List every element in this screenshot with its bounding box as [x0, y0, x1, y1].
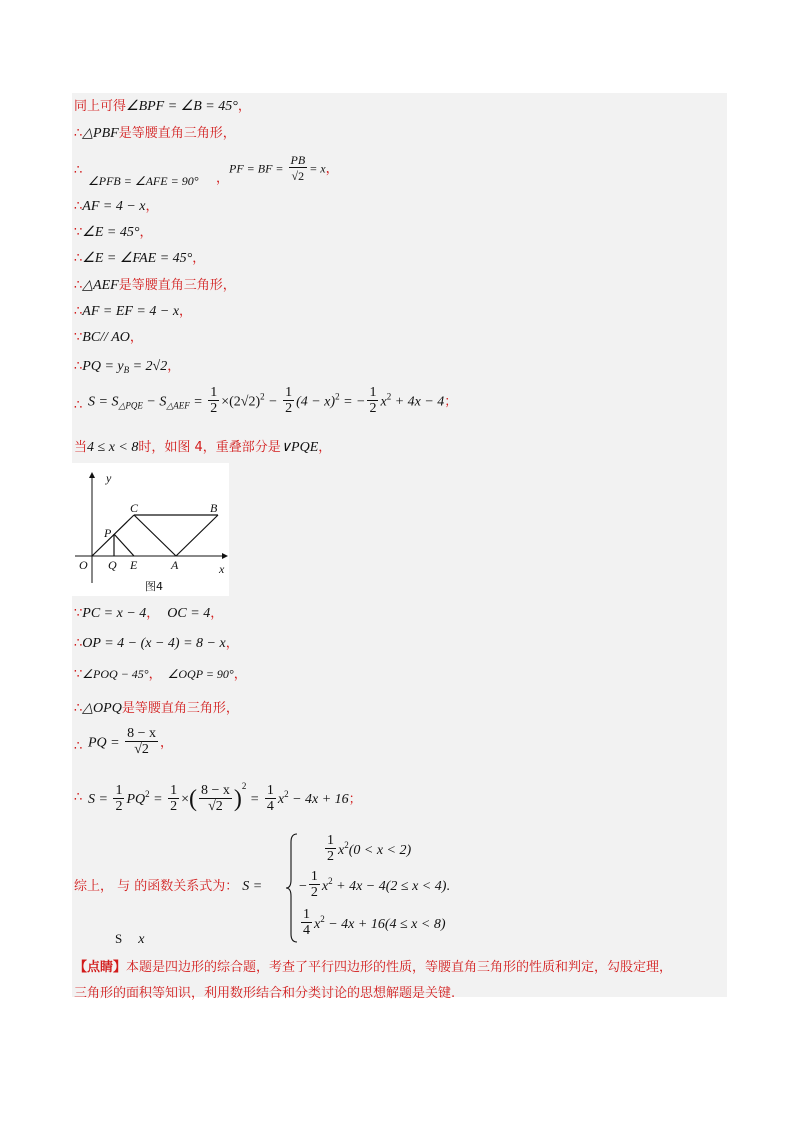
- line-7: [74, 275, 236, 296]
- math: − S: [142, 394, 167, 410]
- label-e: E: [130, 558, 138, 572]
- math: AF = 4 − x: [82, 199, 146, 214]
- math: x: [338, 843, 345, 858]
- superscript: 2: [335, 391, 340, 402]
- math: ∠E = ∠FAE = 45°: [82, 251, 193, 266]
- subscript: △PQE: [118, 400, 143, 411]
- math: PF = BF =: [229, 161, 287, 176]
- denominator: 2: [327, 849, 334, 864]
- line-12: [74, 437, 331, 458]
- fraction: [199, 784, 232, 815]
- punct: .: [446, 879, 450, 894]
- superscript: 2: [241, 781, 247, 791]
- punct: ，: [318, 440, 332, 455]
- math: x: [380, 394, 387, 410]
- therefore-symbol: ∴: [74, 251, 83, 266]
- math: (4 − x): [296, 394, 336, 410]
- math: BC// AO: [82, 330, 130, 345]
- numerator: 1: [266, 782, 274, 798]
- punct: ，: [139, 225, 153, 240]
- line-5: [74, 222, 152, 243]
- denominator: √2: [291, 169, 305, 183]
- math: PC = x − 4: [82, 606, 147, 621]
- superscript: 2: [284, 789, 289, 799]
- therefore-symbol: ∴: [74, 199, 83, 214]
- math: AF = EF = 4 − x: [82, 304, 180, 319]
- segment-ba: [176, 515, 218, 556]
- punct: ；: [348, 792, 362, 807]
- superscript: 2: [386, 391, 392, 402]
- math: = x: [309, 161, 326, 176]
- math: = −: [339, 394, 366, 410]
- math: (4 ≤ x < 8): [384, 917, 446, 932]
- numerator: 1: [210, 385, 218, 400]
- summary-line: [74, 876, 262, 897]
- math: △OPQ: [82, 701, 122, 716]
- fraction: [125, 727, 158, 758]
- line-9: [74, 327, 143, 348]
- punct: ，: [167, 359, 181, 374]
- punct: ，: [145, 199, 159, 214]
- math: OC = 4: [167, 606, 211, 621]
- comment-line-2: [74, 983, 455, 1004]
- punct: ，: [179, 304, 193, 319]
- text: 当: [74, 440, 88, 455]
- therefore-symbol: ∴: [74, 126, 83, 141]
- math: ∠OQP = 90°: [167, 667, 234, 681]
- punct: ，: [210, 606, 224, 621]
- text: 是等腰直角三角形，: [118, 126, 236, 141]
- numerator: 1: [327, 833, 334, 848]
- math: x: [277, 792, 285, 807]
- denominator: 4: [303, 923, 310, 938]
- math: S =: [88, 792, 112, 807]
- numerator: 8 − x: [127, 726, 157, 741]
- math: PQ =: [88, 735, 124, 751]
- comment-line-1: [74, 957, 672, 978]
- math: −: [299, 879, 307, 894]
- line-10: [74, 356, 180, 380]
- area-expression-2: [88, 776, 362, 815]
- math: OP = 4 − (x − 4) = 8 − x: [82, 636, 226, 651]
- fraction: [208, 386, 219, 417]
- text: 同上可得: [74, 99, 127, 114]
- superscript: 2: [328, 876, 333, 886]
- y-axis-arrow: [89, 472, 95, 478]
- subscript: △AEF: [166, 400, 190, 411]
- line-14: [74, 633, 239, 654]
- math: x: [138, 932, 145, 947]
- text: 是等腰直角三角形，: [118, 278, 236, 293]
- brace-icon: [285, 832, 299, 944]
- denominator: 2: [310, 885, 318, 900]
- therefore-symbol: ∴: [74, 163, 83, 178]
- math: S =: [242, 879, 263, 894]
- math: x: [321, 879, 329, 894]
- x-axis-arrow: [222, 553, 228, 559]
- math: =: [246, 792, 263, 807]
- paren-left: (: [188, 786, 197, 812]
- subscript: B: [123, 365, 130, 375]
- segment-ca: [134, 515, 176, 556]
- math: 4 ≤ x < 8: [87, 440, 139, 455]
- math: ∠PFB = ∠AFE = 90°: [88, 174, 199, 188]
- therefore-symbol: ∴: [74, 790, 83, 805]
- math: =: [189, 394, 207, 410]
- numerator: 1: [310, 869, 318, 884]
- numerator: 8 − x: [200, 782, 230, 798]
- punct: ，: [225, 636, 239, 651]
- numerator: 1: [285, 385, 293, 400]
- math: ×(2√2): [221, 394, 261, 410]
- pf-bf-expression: [229, 153, 339, 184]
- math: PQ = y: [82, 359, 124, 374]
- therefore-symbol: ∴: [74, 359, 83, 374]
- fraction: [113, 784, 124, 815]
- line-13: [74, 603, 223, 624]
- math: − 4x + 16: [288, 792, 349, 807]
- line-16: [74, 698, 239, 719]
- superscript: 2: [344, 840, 349, 850]
- punct: ，: [237, 99, 251, 114]
- punct: ，: [146, 606, 160, 621]
- numerator: 1: [303, 907, 310, 922]
- math: PQ: [126, 792, 146, 807]
- numerator: 1: [115, 782, 123, 798]
- denominator: 2: [115, 798, 123, 814]
- math: ∠BPF = ∠B = 45°: [126, 99, 238, 114]
- punct: ，: [216, 171, 230, 186]
- fraction: [168, 784, 179, 815]
- denominator: √2: [208, 798, 223, 814]
- punct: ，: [192, 251, 206, 266]
- denominator: 2: [210, 401, 218, 416]
- geometry-diagram: [72, 463, 229, 596]
- area-expression: [88, 386, 457, 417]
- line-15: [74, 664, 247, 685]
- label-y: y: [106, 471, 112, 485]
- math: ∠E = 45°: [82, 225, 140, 240]
- comment-text: 本题是四边形的综合题，考查了平行四边形的性质，等腰直角三角形的性质和判定，勾股定理，: [126, 960, 673, 975]
- paren-right: ): [233, 786, 242, 812]
- numerator: PB: [290, 153, 306, 167]
- label-p: P: [104, 526, 112, 540]
- label-x: x: [219, 562, 225, 576]
- punct: ；: [444, 394, 458, 410]
- label-o: O: [79, 558, 88, 572]
- fraction: [301, 908, 312, 939]
- math: S = S: [88, 394, 119, 410]
- fraction: [309, 870, 320, 901]
- text: 时，如图 4，重叠部分是: [138, 440, 281, 455]
- denominator: 2: [170, 798, 178, 814]
- case-2: [299, 870, 450, 901]
- math: ×: [181, 792, 189, 807]
- because-symbol: ∵: [74, 667, 83, 682]
- math: + 4x − 4: [391, 394, 445, 410]
- figure-caption: 图4: [145, 580, 163, 593]
- therefore-symbol: ∴: [74, 701, 83, 716]
- fraction: [367, 386, 378, 417]
- line-4: [74, 196, 159, 217]
- math: + 4x − 4: [332, 879, 386, 894]
- math: (0 < x < 2): [348, 843, 412, 858]
- label-c: C: [130, 501, 139, 515]
- therefore-symbol: ∴: [74, 304, 83, 319]
- therefore-symbol: ∴: [74, 739, 83, 754]
- label-b: B: [210, 501, 218, 515]
- superscript: 2: [320, 914, 325, 924]
- pq-expression: [88, 727, 173, 758]
- math: (2 ≤ x < 4): [385, 879, 447, 894]
- line-6: [74, 248, 205, 269]
- comment-text: 三角形的面积等知识，利用数形结合和分类讨论的思想解题是关键.: [74, 986, 456, 1001]
- math: △PBF: [82, 126, 119, 141]
- denominator: 2: [285, 401, 293, 416]
- therefore-symbol: ∴: [74, 278, 83, 293]
- fraction: [265, 784, 276, 815]
- math: △AEF: [82, 278, 119, 293]
- numerator: 1: [170, 782, 178, 798]
- summary-text: 综上， 与 的函数关系式为：: [74, 879, 239, 894]
- comment-tag: 【点睛】: [74, 960, 127, 975]
- math: ∨PQE: [280, 440, 319, 455]
- case-3: [299, 908, 446, 939]
- case-1: [323, 834, 411, 865]
- punct: ，: [148, 667, 162, 682]
- math: −: [264, 394, 282, 410]
- label-q: Q: [108, 558, 117, 572]
- label-a: A: [171, 558, 179, 572]
- therefore-symbol: ∴: [74, 636, 83, 651]
- line-2: [74, 123, 236, 144]
- denominator: 2: [369, 401, 377, 416]
- fraction: [283, 386, 294, 417]
- numerator: 1: [369, 385, 377, 400]
- therefore-symbol: ∴: [74, 398, 83, 413]
- punct: ，: [129, 330, 143, 345]
- because-symbol: ∵: [74, 606, 83, 621]
- figure-4: [72, 463, 229, 596]
- text: 是等腰直角三角形，: [121, 701, 239, 716]
- math: − 4x + 16: [324, 917, 385, 932]
- math: = 2√2: [129, 359, 168, 374]
- line-8: [74, 301, 192, 322]
- superscript: 2: [145, 789, 150, 799]
- denominator: √2: [134, 742, 149, 757]
- punct: ，: [325, 161, 339, 177]
- math: =: [149, 792, 167, 807]
- math: S: [115, 931, 123, 946]
- math: ∠POQ − 45°: [82, 667, 149, 681]
- stray-variables: [115, 929, 144, 950]
- because-symbol: ∵: [74, 330, 83, 345]
- punct: ，: [160, 735, 174, 751]
- fraction: [289, 153, 308, 184]
- denominator: 4: [266, 798, 274, 814]
- fraction: [325, 834, 336, 865]
- segment-pe: [114, 534, 134, 556]
- superscript: 2: [260, 391, 265, 402]
- math: x: [314, 917, 321, 932]
- line-1: [74, 96, 251, 117]
- punct: ，: [233, 667, 247, 682]
- because-symbol: ∵: [74, 225, 83, 240]
